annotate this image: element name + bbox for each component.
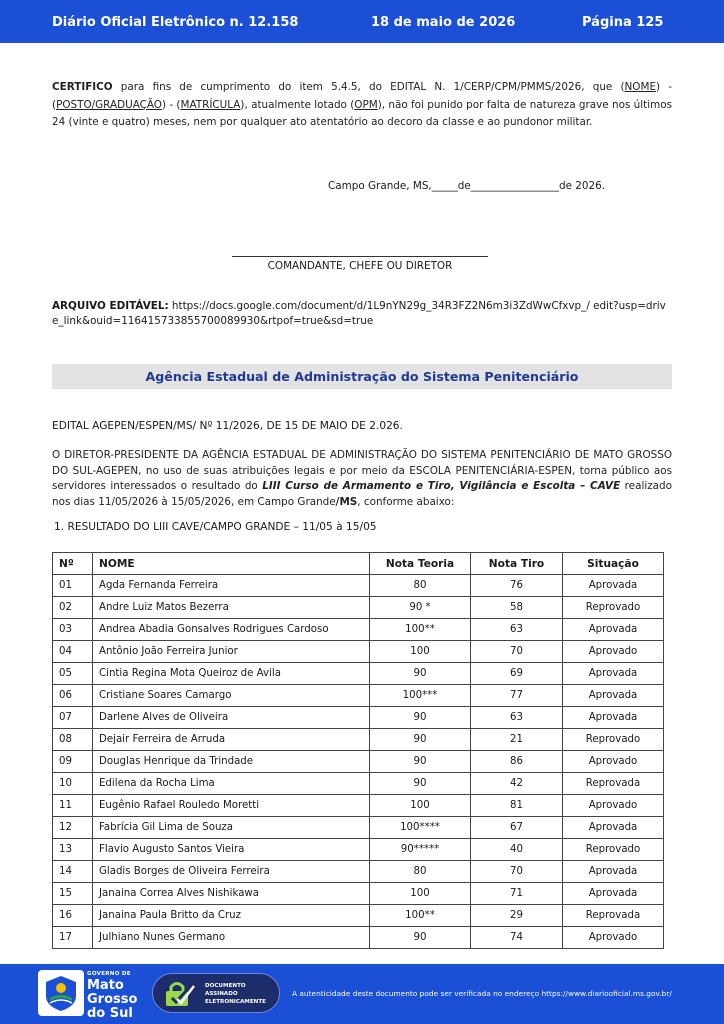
table-row xyxy=(53,927,664,949)
table-row xyxy=(53,839,664,861)
certifico-word: CERTIFICO xyxy=(52,81,113,93)
table-row xyxy=(53,707,664,729)
shooting-score: 40 xyxy=(471,839,563,861)
table-row xyxy=(53,729,664,751)
header-shooting: Nota Tiro xyxy=(471,553,563,575)
intro-text: , conforme abaixo: xyxy=(357,495,455,508)
table-row xyxy=(53,641,664,663)
result-status: Reprovado xyxy=(563,839,664,861)
logo-line-4: do Sul xyxy=(87,1005,133,1021)
theory-score: 100** xyxy=(370,619,471,641)
candidate-name: Douglas Henrique da Trindade xyxy=(93,751,370,773)
theory-score: 90 * xyxy=(370,597,471,619)
table-row xyxy=(53,751,664,773)
shooting-score: 70 xyxy=(471,861,563,883)
theory-score: 90 xyxy=(370,663,471,685)
shooting-score: 81 xyxy=(471,795,563,817)
theory-score: 100**** xyxy=(370,817,471,839)
intro-paragraph xyxy=(52,448,672,510)
theory-score: 100*** xyxy=(370,685,471,707)
row-number: 01 xyxy=(53,575,93,597)
shooting-score: 77 xyxy=(471,685,563,707)
table-row xyxy=(53,619,664,641)
certificate-text: ), não foi punido por falta de natureza grave nos últimos 24 (vinte e quatro) meses, nem por qualquer ato atentatório ao decoro da classe e ao pundonor militar. xyxy=(52,98,672,128)
theory-score: 100 xyxy=(370,883,471,905)
candidate-name: Janaina Correa Alves Nishikawa xyxy=(93,883,370,905)
candidate-name: Andrea Abadia Gonsalves Rodrigues Cardoso xyxy=(93,619,370,641)
header-number: Nº xyxy=(53,553,93,575)
theory-score: 90 xyxy=(370,729,471,751)
matricula-field: MATRÍCULA xyxy=(180,98,241,111)
shooting-score: 74 xyxy=(471,927,563,949)
posto-field: POSTO/GRADUAÇÃO xyxy=(56,98,162,111)
result-status: Aprovada xyxy=(563,575,664,597)
shooting-score: 76 xyxy=(471,575,563,597)
certificate-text: para fins de cumprimento do item 5.4.5, do EDITAL N. 1/CERP/CPM/PMMS/2026, que ( xyxy=(112,81,625,93)
table-row xyxy=(53,773,664,795)
archive-link[interactable]: https://docs.google.com/document/d/1L9nYN29g_34R3FZ2N6m3i3ZdWwCfxvp_/ edit?usp=drive_link&ouid=116415733855700089930&rtpof=true&sd=true xyxy=(52,300,666,327)
certificate-text: ) - ( xyxy=(52,81,672,111)
result-status: Reprovado xyxy=(563,729,664,751)
row-number: 14 xyxy=(53,861,93,883)
result-status: Aprovada xyxy=(563,707,664,729)
archive-block xyxy=(52,299,672,329)
candidate-name: Dejair Ferreira de Arruda xyxy=(93,729,370,751)
shooting-score: 70 xyxy=(471,641,563,663)
certificate-text: ) - ( xyxy=(161,98,181,111)
candidate-name: Andre Luiz Matos Bezerra xyxy=(93,597,370,619)
row-number: 07 xyxy=(53,707,93,729)
table-header-row xyxy=(53,553,664,575)
stamp-line-3: ELETRONICAMENTE xyxy=(205,999,266,1005)
table-row xyxy=(53,795,664,817)
candidate-name: Cintia Regina Mota Queiroz de Avila xyxy=(93,663,370,685)
shooting-score: 21 xyxy=(471,729,563,751)
result-status: Aprovada xyxy=(563,817,664,839)
result-status: Aprovada xyxy=(563,685,664,707)
result-status: Aprovada xyxy=(563,883,664,905)
candidate-name: Darlene Alves de Oliveira xyxy=(93,707,370,729)
state-logo-text xyxy=(87,972,137,1020)
candidate-name: Janaina Paula Britto da Cruz xyxy=(93,905,370,927)
signature-label: COMANDANTE, CHEFE OU DIRETOR xyxy=(267,260,453,272)
table-row xyxy=(53,663,664,685)
header-name: NOME xyxy=(93,553,370,575)
shooting-score: 71 xyxy=(471,883,563,905)
result-status: Reprovado xyxy=(563,597,664,619)
results-table xyxy=(52,552,664,949)
certificate-paragraph xyxy=(52,79,672,132)
table-row xyxy=(53,597,664,619)
shooting-score: 86 xyxy=(471,751,563,773)
candidate-name: Flavio Augusto Santos Vieira xyxy=(93,839,370,861)
row-number: 10 xyxy=(53,773,93,795)
page-number: Página 125 xyxy=(582,15,664,30)
result-status: Aprovada xyxy=(563,861,664,883)
agency-name: Agência Estadual de Administração do Sistema Penitenciário xyxy=(145,369,579,384)
table-row xyxy=(53,817,664,839)
shooting-score: 58 xyxy=(471,597,563,619)
intro-text: realizado nos dias 11/05/2026 à 15/05/2026, em Campo Grande xyxy=(52,480,672,508)
stamp-line-2: ASSINADO xyxy=(205,991,238,997)
candidate-name: Eugênio Rafael Rouledo Moretti xyxy=(93,795,370,817)
signed-document-stamp xyxy=(152,973,280,1013)
logo-line-1: GOVERNO DE xyxy=(87,971,131,977)
stamp-text xyxy=(205,982,266,1006)
state-logo xyxy=(38,970,84,1016)
shooting-score: 67 xyxy=(471,817,563,839)
header-theory: Nota Teoria xyxy=(370,553,471,575)
result-status: Reprovada xyxy=(563,773,664,795)
row-number: 15 xyxy=(53,883,93,905)
row-number: 08 xyxy=(53,729,93,751)
shooting-score: 63 xyxy=(471,619,563,641)
header-status: Situação xyxy=(563,553,664,575)
gazette-date: 18 de maio de 2026 xyxy=(371,15,516,30)
authenticity-note: A autenticidade deste documento pode ser verificada no endereço https://www.diariooficial.ms.gov.br/ xyxy=(292,989,672,998)
row-number: 12 xyxy=(53,817,93,839)
row-number: 16 xyxy=(53,905,93,927)
theory-score: 80 xyxy=(370,861,471,883)
place-date-line: Campo Grande, MS,_____de_________________de 2026. xyxy=(328,180,606,192)
section-title: 1. RESULTADO DO LIII CAVE/CAMPO GRANDE – 11/05 à 15/05 xyxy=(54,521,377,533)
result-status: Aprovada xyxy=(563,619,664,641)
candidate-name: Fabrícia Gil Lima de Souza xyxy=(93,817,370,839)
agency-heading xyxy=(52,364,672,389)
result-status: Aprovado xyxy=(563,751,664,773)
table-row xyxy=(53,575,664,597)
logo-line-3: Grosso xyxy=(87,991,138,1007)
theory-score: 90 xyxy=(370,927,471,949)
logo-line-2: Mato xyxy=(87,977,124,993)
table-row xyxy=(53,883,664,905)
intro-text: O DIRETOR-PRESIDENTE DA AGÊNCIA ESTADUAL DE ADMINISTRAÇÃO DO SISTEMA PENITENCIÁRIO DE MATO GROSSO DO SUL-AGEPEN, no uso de suas atribuições legais e por meio da ESCOLA PENITENCIÁRIA-ESPEN, torna público aos servidores interessados o resultado do xyxy=(52,449,672,492)
result-status: Aprovado xyxy=(563,641,664,663)
theory-score: 100** xyxy=(370,905,471,927)
state-emblem-icon xyxy=(42,974,80,1012)
table-row xyxy=(53,685,664,707)
row-number: 05 xyxy=(53,663,93,685)
theory-score: 100 xyxy=(370,795,471,817)
shooting-score: 69 xyxy=(471,663,563,685)
certificate-text: ), atualmente lotado ( xyxy=(240,98,355,111)
nome-field: NOME xyxy=(624,81,657,93)
result-status: Aprovada xyxy=(563,663,664,685)
theory-score: 90 xyxy=(370,751,471,773)
theory-score: 90***** xyxy=(370,839,471,861)
theory-score: 100 xyxy=(370,641,471,663)
table-row xyxy=(53,861,664,883)
intro-ms: /MS xyxy=(335,495,358,508)
stamp-line-1: DOCUMENTO xyxy=(205,983,246,989)
footer-bar xyxy=(0,964,724,1024)
row-number: 02 xyxy=(53,597,93,619)
candidate-name: Edilena da Rocha Lima xyxy=(93,773,370,795)
candidate-name: Antônio João Ferreira Junior xyxy=(93,641,370,663)
signature-line xyxy=(232,256,488,257)
theory-score: 80 xyxy=(370,575,471,597)
row-number: 11 xyxy=(53,795,93,817)
table-row xyxy=(53,905,664,927)
candidate-name: Agda Fernanda Ferreira xyxy=(93,575,370,597)
theory-score: 90 xyxy=(370,773,471,795)
row-number: 09 xyxy=(53,751,93,773)
row-number: 03 xyxy=(53,619,93,641)
padlock-check-icon xyxy=(163,980,197,1008)
edital-title: EDITAL AGEPEN/ESPEN/MS/ Nº 11/2026, DE 15 DE MAIO DE 2.026. xyxy=(52,420,403,432)
row-number: 17 xyxy=(53,927,93,949)
shooting-score: 29 xyxy=(471,905,563,927)
row-number: 06 xyxy=(53,685,93,707)
result-status: Aprovado xyxy=(563,795,664,817)
archive-label: ARQUIVO EDITÁVEL: xyxy=(52,300,169,312)
row-number: 04 xyxy=(53,641,93,663)
result-status: Reprovada xyxy=(563,905,664,927)
gazette-title: Diário Oficial Eletrônico n. 12.158 xyxy=(52,15,299,30)
row-number: 13 xyxy=(53,839,93,861)
shooting-score: 42 xyxy=(471,773,563,795)
course-name: LIII Curso de Armamento e Tiro, Vigilância e Escolta – CAVE xyxy=(262,480,621,492)
theory-score: 90 xyxy=(370,707,471,729)
shooting-score: 63 xyxy=(471,707,563,729)
candidate-name: Julhiano Nunes Germano xyxy=(93,927,370,949)
candidate-name: Gladis Borges de Oliveira Ferreira xyxy=(93,861,370,883)
opm-field: OPM xyxy=(354,98,378,111)
candidate-name: Cristiane Soares Camargo xyxy=(93,685,370,707)
result-status: Aprovado xyxy=(563,927,664,949)
header-bar xyxy=(0,0,724,43)
